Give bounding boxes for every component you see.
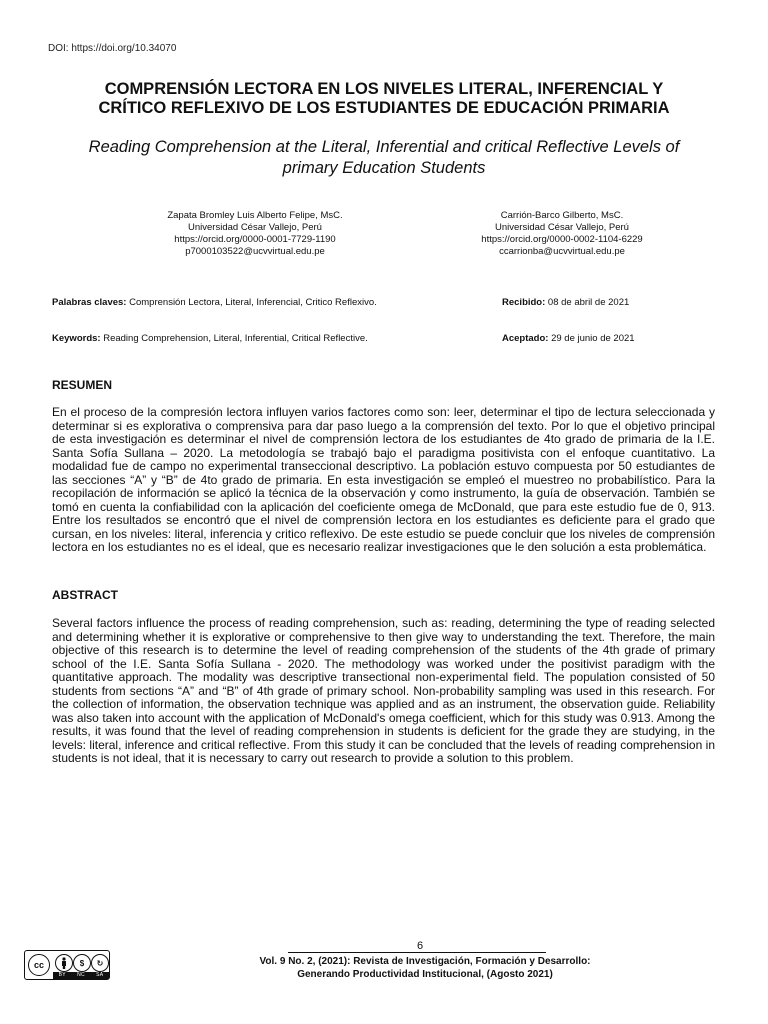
author-block-1 xyxy=(125,210,385,258)
keywords-label: Keywords: xyxy=(52,333,101,344)
author-name: Carrión-Barco Gilberto, MsC. xyxy=(500,210,624,221)
cc-icon: cc xyxy=(28,954,50,976)
author-email-link[interactable]: p7000103522@ucvvirtual.edu.pe xyxy=(185,246,325,257)
footer-line-2: Generando Productividad Institucional, (Agosto 2021) xyxy=(297,969,553,980)
palabras-label: Palabras claves: xyxy=(52,297,127,308)
author-name: Zapata Bromley Luis Alberto Felipe, MsC. xyxy=(167,210,343,221)
paper-title xyxy=(40,80,728,118)
nc-label: NC xyxy=(77,972,85,978)
title-line-1: COMPRENSIÓN LECTORA EN LOS NIVELES LITERAL, INFERENCIAL Y xyxy=(104,80,664,98)
sa-label: SA xyxy=(96,972,104,978)
author-orcid-link[interactable]: https://orcid.org/0000-0002-1104-6229 xyxy=(481,234,643,245)
title-line-2: CRÍTICO REFLEXIVO DE LOS ESTUDIANTES DE EDUCACIÓN PRIMARIA xyxy=(98,99,670,117)
author-orcid-link[interactable]: https://orcid.org/0000-0001-7729-1190 xyxy=(174,234,336,245)
palabras-value: Comprensión Lectora, Literal, Inferencial, Critico Reflexivo. xyxy=(129,297,377,308)
resumen-heading: RESUMEN xyxy=(52,378,113,392)
license-labels xyxy=(53,972,109,979)
resumen-text: En el proceso de la compresión lectora influyen varios factores como son: leer, determinar el tipo de lectura seleccionada y determinar si es explorativa o comprensiva para dar paso luego a la comprensión del texto. Por lo que el objetivo principal de esta investigación es determinar el nivel de comprensión lectora de los estudiantes de 4to grado de primaria de la I.E. Santa Sofía Sullana – 2020. La metodología se trabajó bajo el paradigma positivista con el enfoque cuantitativo. La modalidad fue de campo no experimental transeccional descriptivo. La población estuvo compuesta por 50 estudiantes de las secciones “A” y “B” de 4to grado de primaria. En esta investigación se empleó el muestreo no probabilístico. Para la recopilación de información se aplicó la técnica de la observación y como instrumento, la guía de observación. También se tomó en cuenta la confiabilidad con la aplicación del coeficiente omega de McDonald, que para este estudio fue de 0, 913. Entre los resultados se encontró que el nivel de comprensión lectora en los estudiantes es deficiente para el grado que cursan, en los niveles: literal, inferencia y critico reflexivo. De este estudio se puede concluir que los niveles de comprensión lectora en los estudiantes no es el ideal, que es necesario realizar investigaciones que le den solución a esta problemática. xyxy=(52,405,715,554)
keywords-value: Reading Comprehension, Literal, Inferential, Critical Reflective. xyxy=(103,333,368,344)
recibido-date xyxy=(502,297,629,308)
footer-divider xyxy=(288,952,546,953)
aceptado-label: Aceptado: xyxy=(502,333,549,344)
abstract-text: Several factors influence the process of reading comprehension, such as: reading, determining the type of reading selected and determining whether it is explorative or comprehensive to then give way to understanding the text. Therefore, the main objective of this research is to determine the level of reading comprehension of the students of the 4th grade of primary school of the I.E. Santa Sofía Sullana - 2020. The methodology was worked under the positivist paradigm with the quantitative approach. The modality was descriptive transectional non-experimental field. The population consisted of 50 students from sections “A” and “B” of 4th grade of primary school. Non-probability sampling was used in this research. For the collection of information, the observation technique was applied and as an instrument, the observation guide. Reliability was also taken into account with the application of McDonald's omega coefficient, which for this study was 0.913. Among the results, it was found that the level of reading comprehension in students is deficient for the grade they are studying, in the levels: literal, inference and critical reflective. From this study it can be concluded that the levels of reading comprehension in students is not ideal, that it is necessary to carry out research to provide a solution to this problem. xyxy=(52,616,715,765)
footer-line-1: Vol. 9 No. 2, (2021): Revista de Investigación, Formación y Desarrollo: xyxy=(259,956,591,967)
recibido-label: Recibido: xyxy=(502,297,546,308)
subtitle-line-2: primary Education Students xyxy=(282,159,486,177)
aceptado-date xyxy=(502,333,635,344)
author-affiliation: Universidad César Vallejo, Perú xyxy=(495,222,629,233)
abstract-heading: ABSTRACT xyxy=(52,588,118,602)
page-number: 6 xyxy=(416,940,424,952)
author-block-2 xyxy=(432,210,692,258)
journal-footer xyxy=(200,955,650,981)
share-alike-icon: ↻ xyxy=(91,954,109,972)
paper-subtitle xyxy=(40,137,728,179)
keywords xyxy=(52,333,368,344)
author-affiliation: Universidad César Vallejo, Perú xyxy=(188,222,322,233)
subtitle-line-1: Reading Comprehension at the Literal, Inferential and critical Reflective Levels of xyxy=(88,138,680,156)
by-label: BY xyxy=(58,972,66,978)
doi-link[interactable]: DOI: https://doi.org/10.34070 xyxy=(48,43,177,54)
recibido-value: 08 de abril de 2021 xyxy=(547,297,630,308)
creative-commons-license-icon[interactable] xyxy=(24,950,110,980)
non-commercial-icon: $ xyxy=(73,954,91,972)
aceptado-value: 29 de junio de 2021 xyxy=(551,333,635,344)
author-email-link[interactable]: ccarrionba@ucvvirtual.edu.pe xyxy=(499,246,625,257)
by-icon xyxy=(55,954,73,972)
palabras-claves xyxy=(52,297,377,308)
